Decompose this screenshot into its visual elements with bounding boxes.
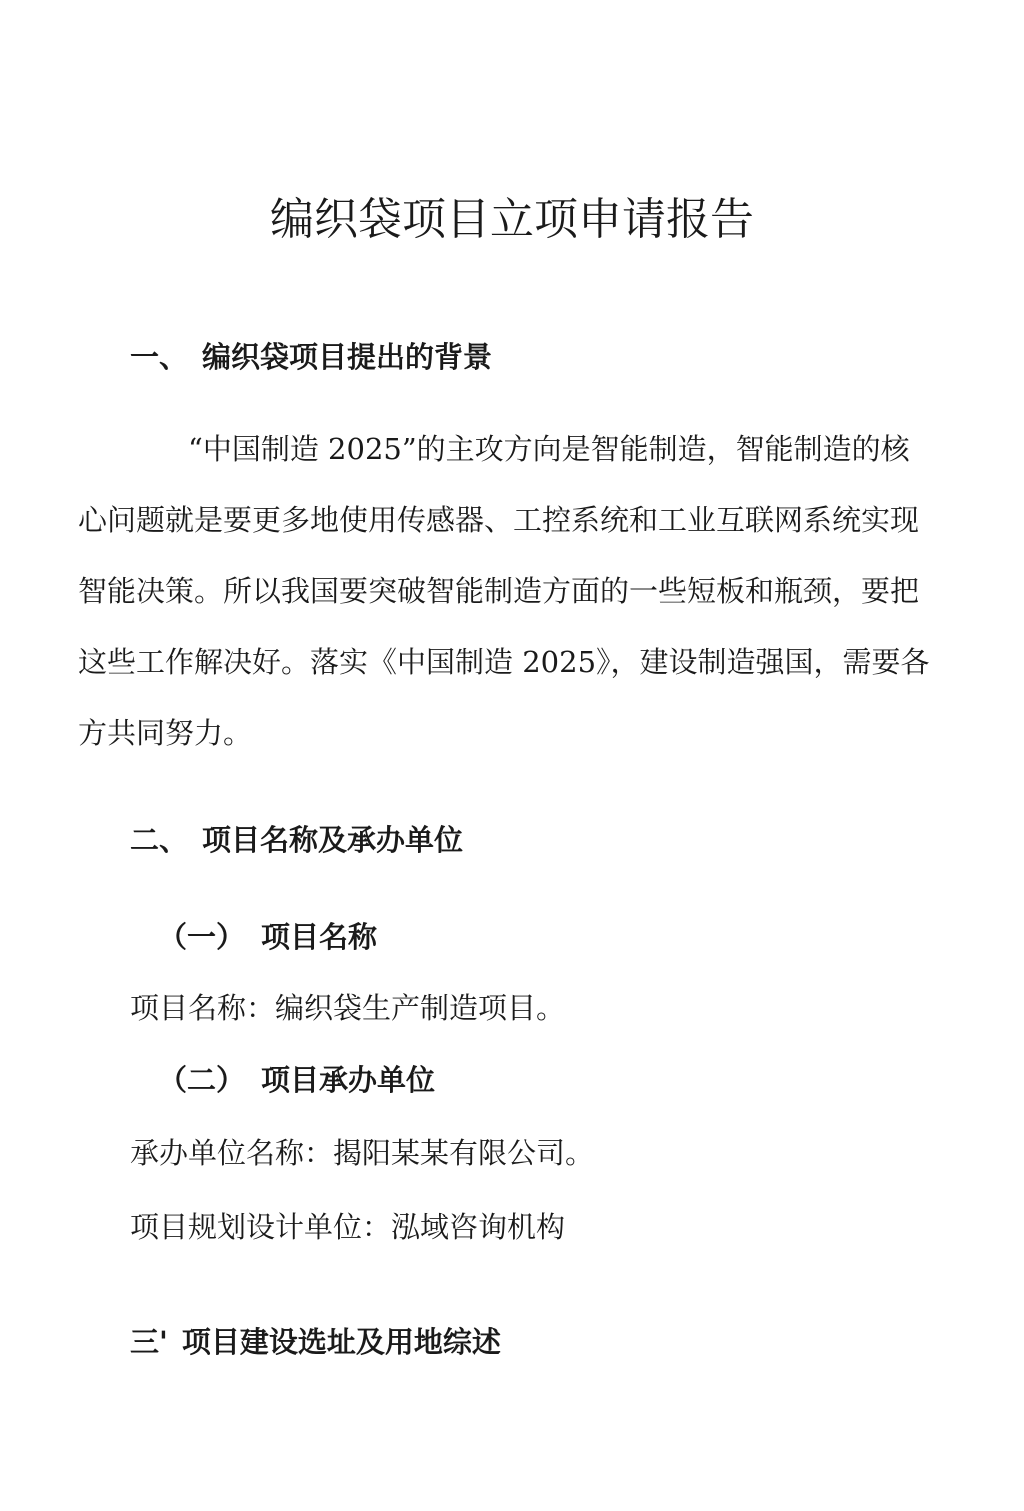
- section-1-heading: [130, 337, 492, 377]
- subsection-2-heading: [158, 1060, 435, 1100]
- subsection-1-title: 项目名称: [261, 920, 378, 954]
- section-1-number: 一、: [130, 340, 189, 374]
- project-name-line: 项目名称：编织袋生产制造项目。: [130, 991, 566, 1025]
- section-3-number: 三': [130, 1325, 168, 1359]
- subsection-2-number: （二）: [158, 1063, 246, 1097]
- section-2-title: 项目名称及承办单位: [202, 823, 464, 857]
- section-3-title: 项目建设选址及用地综述: [181, 1325, 501, 1359]
- subsection-2-title: 项目承办单位: [261, 1063, 436, 1097]
- subsection-1-heading: [158, 917, 377, 957]
- section-2-number: 二、: [130, 823, 189, 857]
- section-1-paragraph: “中国制造 2025”的主攻方向是智能制造，智能制造的核心问题就是要更多地使用传感器、工控系统和工业互联网系统实现智能决策。所以我国要突破智能制造方面的一些短板和瓶颈，要把这些工作解决好。落实《中国制造 2025》，建设制造强国，需要各方共同努力。: [78, 432, 930, 750]
- section-1-title: 编织袋项目提出的背景: [202, 340, 493, 374]
- planning-unit-line: 项目规划设计单位：泓域咨询机构: [130, 1210, 566, 1244]
- subsection-1-number: （一）: [158, 920, 246, 954]
- undertaking-unit-line: 承办单位名称：揭阳某某有限公司。: [130, 1136, 595, 1170]
- section-2-heading: [130, 820, 463, 860]
- document-title: 编织袋项目立项申请报告: [270, 194, 754, 245]
- section-3-heading: [130, 1322, 501, 1362]
